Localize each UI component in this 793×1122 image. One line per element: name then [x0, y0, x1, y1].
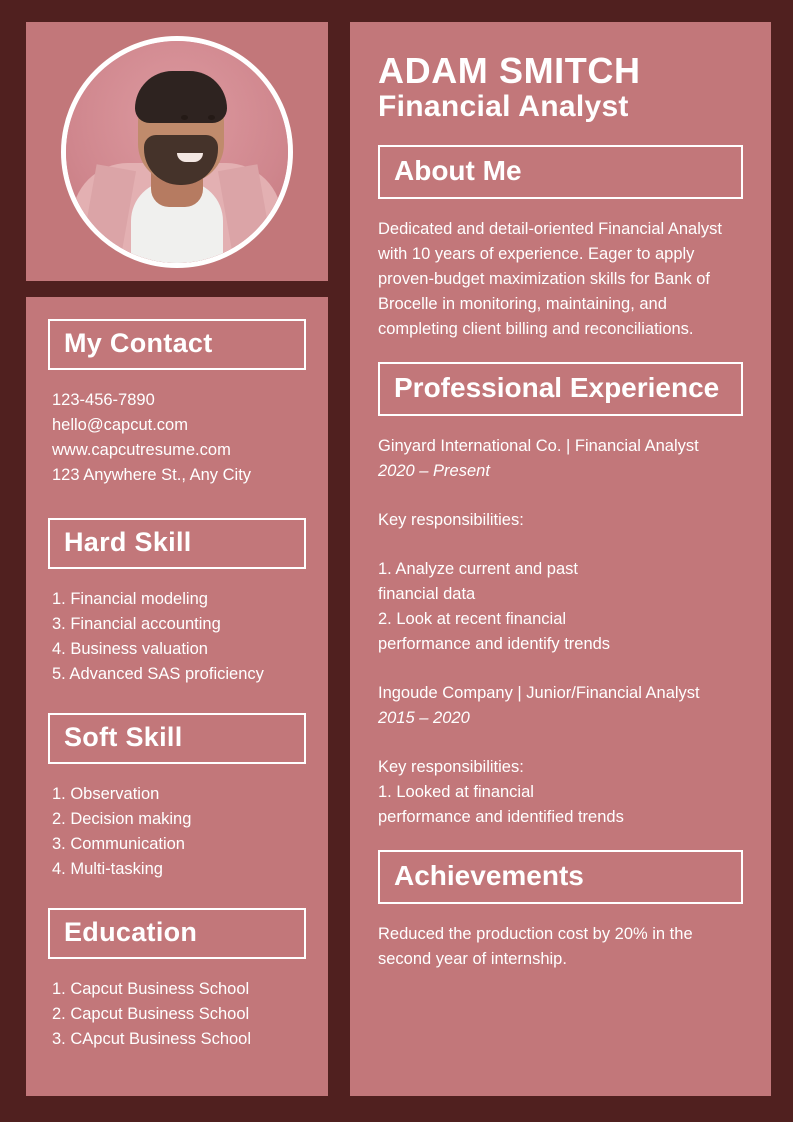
experience-heading: Professional Experience — [378, 362, 743, 416]
list-item: 2. Capcut Business School — [52, 1005, 250, 1023]
avatar — [61, 36, 293, 268]
responsibility-line: financial data — [378, 585, 476, 604]
responsibility-line: 1. Analyze current and past — [378, 560, 578, 579]
list-item: 2. Decision making — [52, 810, 192, 828]
contact-address: 123 Anywhere St., Any City — [52, 466, 252, 484]
education-heading: Education — [48, 908, 306, 959]
soft-skill-list — [48, 782, 306, 882]
job-date: 2015 – 2020 — [378, 709, 470, 728]
list-item: 4. Multi-tasking — [52, 860, 163, 878]
contact-phone: 123-456-7890 — [52, 391, 155, 409]
responsibilities-label: Key responsibilities: — [378, 511, 524, 530]
experience-item — [378, 434, 743, 657]
sidebar-card — [26, 297, 328, 1096]
main-content — [350, 22, 771, 1096]
list-item: 3. CApcut Business School — [52, 1030, 252, 1048]
responsibility-line: performance and identify trends — [378, 635, 611, 654]
list-item: 5. Advanced SAS proficiency — [52, 665, 264, 683]
education-list — [48, 977, 306, 1052]
soft-skill-heading: Soft Skill — [48, 713, 306, 764]
responsibility-line: performance and identified trends — [378, 808, 624, 827]
experience-item — [378, 681, 743, 830]
achievements-text: Reduced the production cost by 20% in the second year of internship. — [378, 925, 693, 969]
list-item: 3. Communication — [52, 835, 185, 853]
contact-heading: My Contact — [48, 319, 306, 370]
job-title: Ginyard International Co. | Financial Analyst — [378, 437, 699, 456]
list-item: 1. Capcut Business School — [52, 980, 250, 998]
page-title: ADAM SMITCH — [378, 50, 641, 91]
job-date: 2020 – Present — [378, 462, 490, 481]
job-role: Financial Analyst — [378, 90, 629, 124]
list-item: 1. Observation — [52, 785, 160, 803]
contact-website: www.capcutresume.com — [52, 441, 231, 459]
job-title: Ingoude Company | Junior/Financial Analyst — [378, 684, 700, 703]
contact-list — [48, 388, 306, 488]
list-item: 3. Financial accounting — [52, 615, 221, 633]
about-text: Dedicated and detail-oriented Financial Analyst with 10 years of experience. Eager to apply proven-budget maximization skills for Bank of Brocelle in monitoring, maintaining, and completing client billing and reconciliations. — [378, 220, 722, 339]
portrait-illustration — [66, 41, 288, 263]
photo-card — [26, 22, 328, 281]
achievements-heading: Achievements — [378, 850, 743, 904]
hard-skill-list — [48, 587, 306, 687]
list-item: 1. Financial modeling — [52, 590, 208, 608]
responsibility-line: 2. Look at recent financial — [378, 610, 567, 629]
responsibility-line: 1. Looked at financial — [378, 783, 534, 802]
contact-email: hello@capcut.com — [52, 416, 188, 434]
hard-skill-heading: Hard Skill — [48, 518, 306, 569]
list-item: 4. Business valuation — [52, 640, 208, 658]
about-heading: About Me — [378, 145, 743, 199]
sidebar — [26, 22, 328, 1096]
responsibilities-label: Key responsibilities: — [378, 758, 524, 777]
